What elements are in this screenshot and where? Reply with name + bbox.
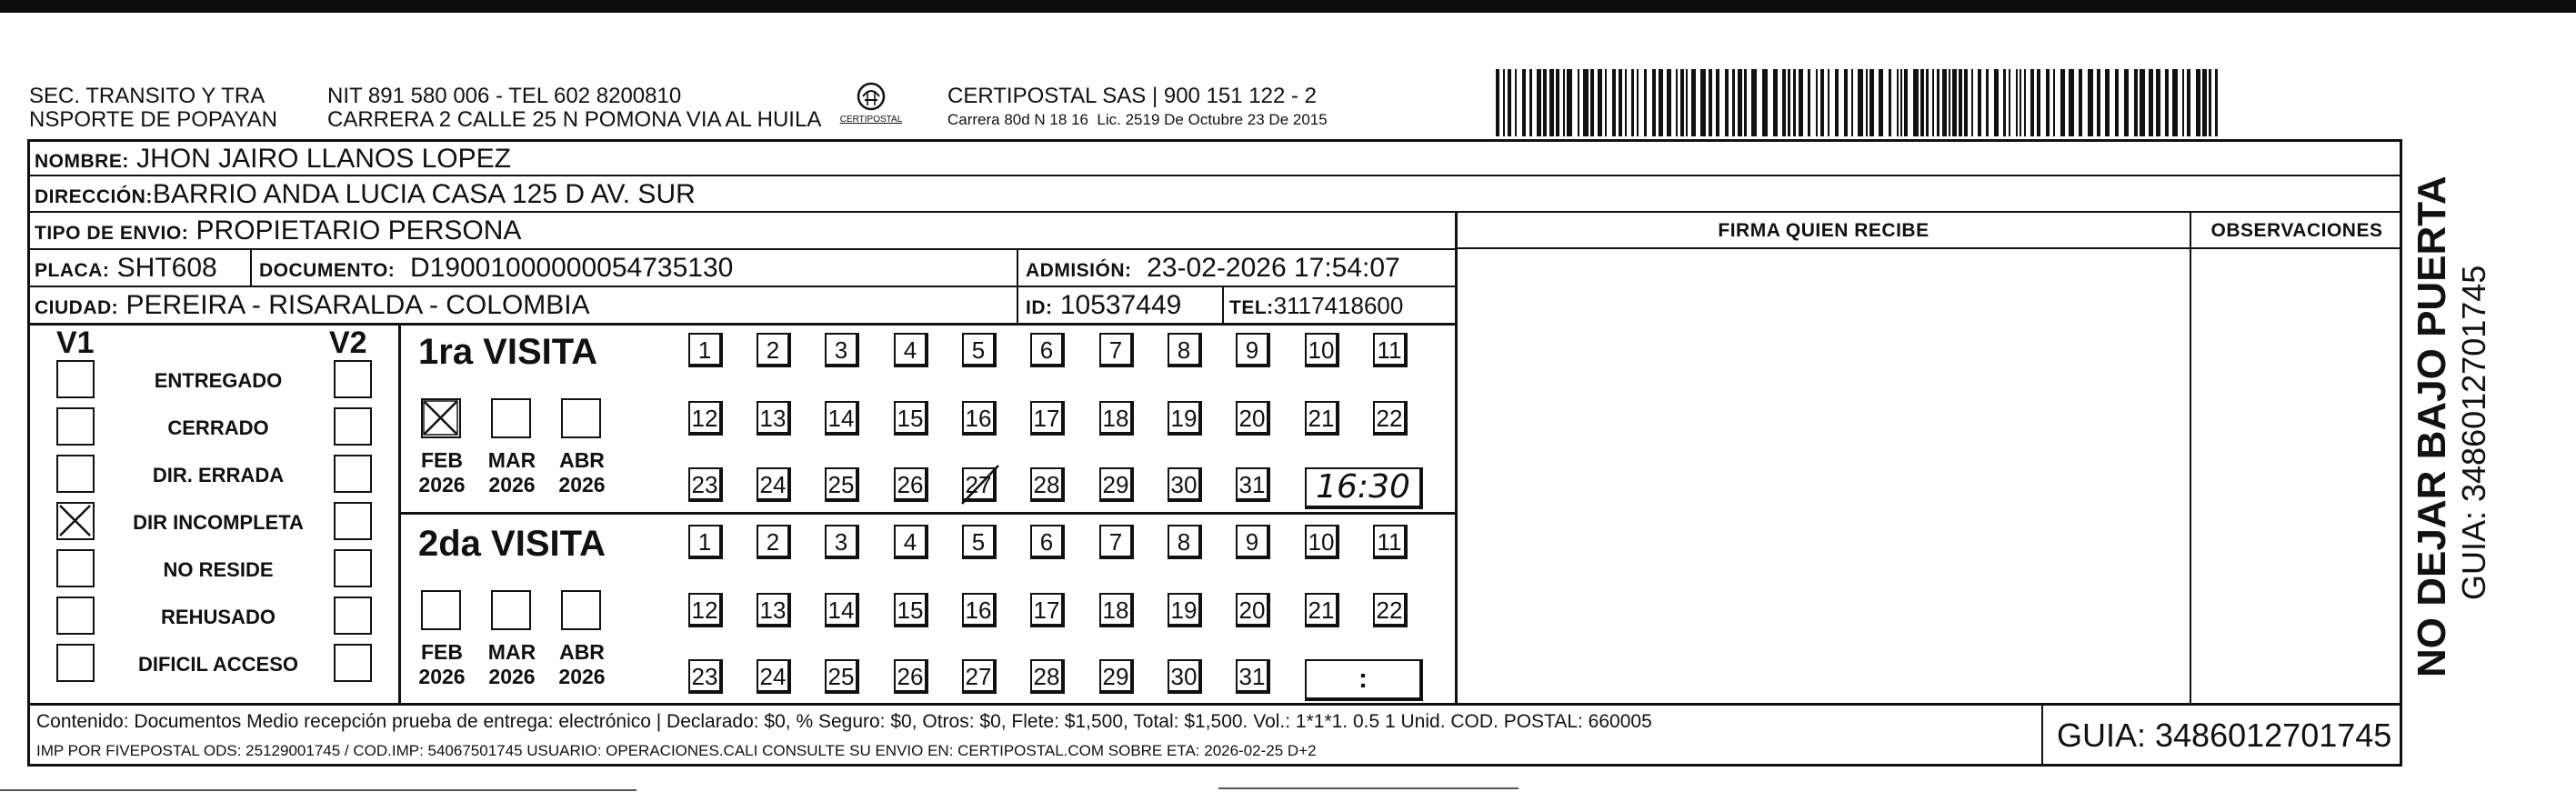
v2-checkbox[interactable] <box>334 360 372 398</box>
status-label: DIR. ERRADA <box>152 464 285 486</box>
v2-label: V2 <box>329 326 367 360</box>
shipping-type: TIPO DE ENVIO: PROPIETARIO PERSONA <box>35 216 522 246</box>
day-box[interactable]: 11 <box>1373 525 1408 559</box>
month-label: FEB 2026 <box>418 448 466 496</box>
day-box[interactable]: 19 <box>1168 401 1202 436</box>
day-box[interactable]: 24 <box>757 659 791 694</box>
day-box[interactable]: 4 <box>894 525 928 559</box>
day-box[interactable]: 27 <box>962 659 997 694</box>
day-box[interactable]: 29 <box>1099 467 1134 502</box>
day-box[interactable]: 22 <box>1373 401 1408 436</box>
day-box[interactable]: 3 <box>825 333 859 367</box>
city: CIUDAD: PEREIRA - RISARALDA - COLOMBIA <box>35 290 590 320</box>
day-box[interactable]: 8 <box>1168 525 1202 559</box>
recipient-name: NOMBRE: JHON JAIRO LLANOS LOPEZ <box>35 144 511 174</box>
day-box[interactable]: 16 <box>962 401 997 436</box>
day-box[interactable]: 6 <box>1030 525 1065 559</box>
day-box[interactable]: 25 <box>825 467 859 502</box>
day-box[interactable]: 7 <box>1099 333 1134 367</box>
status-label: ENTREGADO <box>154 369 283 392</box>
day-box[interactable]: 10 <box>1305 525 1339 559</box>
v1-checkbox[interactable] <box>56 407 95 446</box>
month-label: MAR 2026 <box>487 640 536 688</box>
day-box[interactable]: 11 <box>1373 333 1408 367</box>
v2-checkbox[interactable] <box>334 549 372 587</box>
day-box[interactable]: 3 <box>825 525 859 559</box>
day-box[interactable]: 25 <box>825 659 859 694</box>
day-box[interactable]: 9 <box>1236 525 1270 559</box>
day-box[interactable]: 28 <box>1030 659 1065 694</box>
company-license: Carrera 80d N 18 16 Lic. 2519 De Octubre 23 De 2015 <box>947 111 1328 128</box>
day-box[interactable]: 20 <box>1236 401 1270 436</box>
day-box[interactable]: 14 <box>825 593 859 627</box>
company-info: CERTIPOSTAL SAS | 900 151 122 - 2 <box>947 84 1317 108</box>
day-box[interactable]: 26 <box>894 467 928 502</box>
day-box[interactable]: 30 <box>1168 467 1202 502</box>
day-cross-mark <box>964 469 995 500</box>
v1-checkbox[interactable] <box>56 455 95 493</box>
day-box[interactable]: 16 <box>962 593 997 627</box>
v2-checkbox[interactable] <box>334 407 372 446</box>
agency-name-line1: SEC. TRANSITO Y TRA <box>29 84 266 108</box>
recipient-id: ID: 10537449 <box>1026 290 1182 320</box>
day-box[interactable]: 6 <box>1030 333 1065 367</box>
status-label: CERRADO <box>167 416 269 439</box>
v1-checkbox[interactable] <box>56 549 95 587</box>
admission-date: ADMISIÓN: 23-02-2026 17:54:07 <box>1026 253 1400 283</box>
month-checkbox[interactable] <box>421 398 461 438</box>
scan-top-edge <box>0 0 2576 13</box>
month-checkbox[interactable] <box>561 590 601 630</box>
day-box[interactable]: 17 <box>1030 593 1065 627</box>
v2-checkbox[interactable] <box>334 644 372 682</box>
day-box[interactable]: 12 <box>688 593 723 627</box>
month-label: MAR 2026 <box>487 448 536 496</box>
status-label: DIR INCOMPLETA <box>133 511 304 534</box>
v2-checkbox[interactable] <box>334 455 372 493</box>
day-box[interactable]: 21 <box>1305 593 1339 627</box>
observations-label: OBSERVACIONES <box>2210 220 2383 241</box>
day-box[interactable]: 24 <box>757 467 791 502</box>
agency-name-line2: NSPORTE DE POPAYAN <box>29 107 277 132</box>
day-box[interactable]: 28 <box>1030 467 1065 502</box>
day-box[interactable]: 5 <box>962 525 997 559</box>
day-box[interactable]: 2 <box>757 525 791 559</box>
month-checkbox[interactable] <box>491 590 531 630</box>
month-checkbox[interactable] <box>491 398 531 438</box>
day-box[interactable]: 31 <box>1236 467 1270 502</box>
day-box[interactable]: 8 <box>1168 333 1202 367</box>
v1-checkbox[interactable] <box>56 644 95 682</box>
day-box[interactable]: 9 <box>1236 333 1270 367</box>
footer-print-line: IMP POR FIVEPOSTAL ODS: 25129001745 / COD.IMP: 54067501745 USUARIO: OPERACIONES.CALI CONSULTE SU ENVIO EN: CERTIPOSTAL.COM SOBRE ETA: 2026-02-25 D+2 <box>36 742 1317 759</box>
month-label: FEB 2026 <box>418 640 466 688</box>
day-box[interactable]: 18 <box>1099 401 1134 436</box>
agency-address: CARRERA 2 CALLE 25 N POMONA VIA AL HUILA <box>327 107 822 132</box>
day-box[interactable]: 5 <box>962 333 997 367</box>
document-number: DOCUMENTO: D19001000000054735130 <box>259 253 734 283</box>
day-box[interactable]: 27 <box>962 467 997 502</box>
day-box[interactable]: 18 <box>1099 593 1134 627</box>
day-box[interactable]: 19 <box>1168 593 1202 627</box>
day-box[interactable]: 12 <box>688 401 723 436</box>
side-guide-number: GUIA: 3486012701745 <box>2455 265 2492 600</box>
visit-title: 1ra VISITA <box>418 332 598 372</box>
day-box[interactable]: 21 <box>1305 401 1339 436</box>
day-box[interactable]: 20 <box>1236 593 1270 627</box>
month-checkbox[interactable] <box>561 398 601 438</box>
day-box[interactable]: 15 <box>894 593 928 627</box>
recipient-address: DIRECCIÓN:BARRIO ANDA LUCIA CASA 125 D AV. SUR <box>35 179 696 209</box>
month-label: ABR 2026 <box>558 448 606 496</box>
day-box[interactable]: 14 <box>825 401 859 436</box>
day-box[interactable]: 29 <box>1099 659 1134 694</box>
v1-checkbox[interactable] <box>56 360 95 398</box>
month-checkbox[interactable] <box>421 590 461 630</box>
svg-text:CERTIPOSTAL: CERTIPOSTAL <box>839 115 903 125</box>
v1-label: V1 <box>56 326 95 360</box>
visit-time-box[interactable]: : <box>1305 659 1423 701</box>
day-box[interactable]: 26 <box>894 659 928 694</box>
day-box[interactable]: 23 <box>688 467 723 502</box>
day-box[interactable]: 1 <box>688 333 723 367</box>
barcode <box>1496 69 2223 136</box>
day-box[interactable]: 7 <box>1099 525 1134 559</box>
day-box[interactable]: 13 <box>757 593 791 627</box>
footer-content-line: Contenido: Documentos Medio recepción prueba de entrega: electrónico | Declarado: $0, % Seguro: $0, Otros: $0, Flete: $1,500, Total: $1,500. Vol.: 1*1*1. 0.5 1 Unid. COD. POSTAL: 660005 <box>36 711 1652 732</box>
day-box[interactable]: 22 <box>1373 593 1408 627</box>
v1-checkbox[interactable] <box>56 502 95 540</box>
day-box[interactable]: 17 <box>1030 401 1065 436</box>
agency-nit: NIT 891 580 006 - TEL 602 8200810 <box>327 84 682 108</box>
status-label: DIFICIL ACCESO <box>137 653 298 676</box>
status-label: REHUSADO <box>161 606 276 628</box>
day-box[interactable]: 1 <box>688 525 723 559</box>
day-box[interactable]: 13 <box>757 401 791 436</box>
footer-guide-number: GUIA: 3486012701745 <box>2057 717 2392 754</box>
day-box[interactable]: 4 <box>894 333 928 367</box>
side-warning: NO DEJAR BAJO PUERTA <box>2410 175 2454 677</box>
day-box[interactable]: 15 <box>894 401 928 436</box>
day-box[interactable]: 23 <box>688 659 723 694</box>
v2-checkbox[interactable] <box>334 596 372 635</box>
visit-title: 2da VISITA <box>418 524 606 564</box>
day-box[interactable]: 30 <box>1168 659 1202 694</box>
certipostal-logo <box>835 78 907 133</box>
status-label: NO RESIDE <box>163 558 274 581</box>
recipient-phone: TEL:3117418600 <box>1229 292 1404 319</box>
v1-checkbox[interactable] <box>56 596 95 635</box>
signature-label: FIRMA QUIEN RECIBE <box>1718 220 1929 241</box>
v2-checkbox[interactable] <box>334 502 372 540</box>
plate: PLACA: SHT608 <box>35 253 217 283</box>
month-label: ABR 2026 <box>558 640 606 688</box>
visit-time-box[interactable]: 16:30 <box>1305 467 1423 509</box>
day-box[interactable]: 10 <box>1305 333 1339 367</box>
day-box[interactable]: 31 <box>1236 659 1270 694</box>
day-box[interactable]: 2 <box>757 333 791 367</box>
